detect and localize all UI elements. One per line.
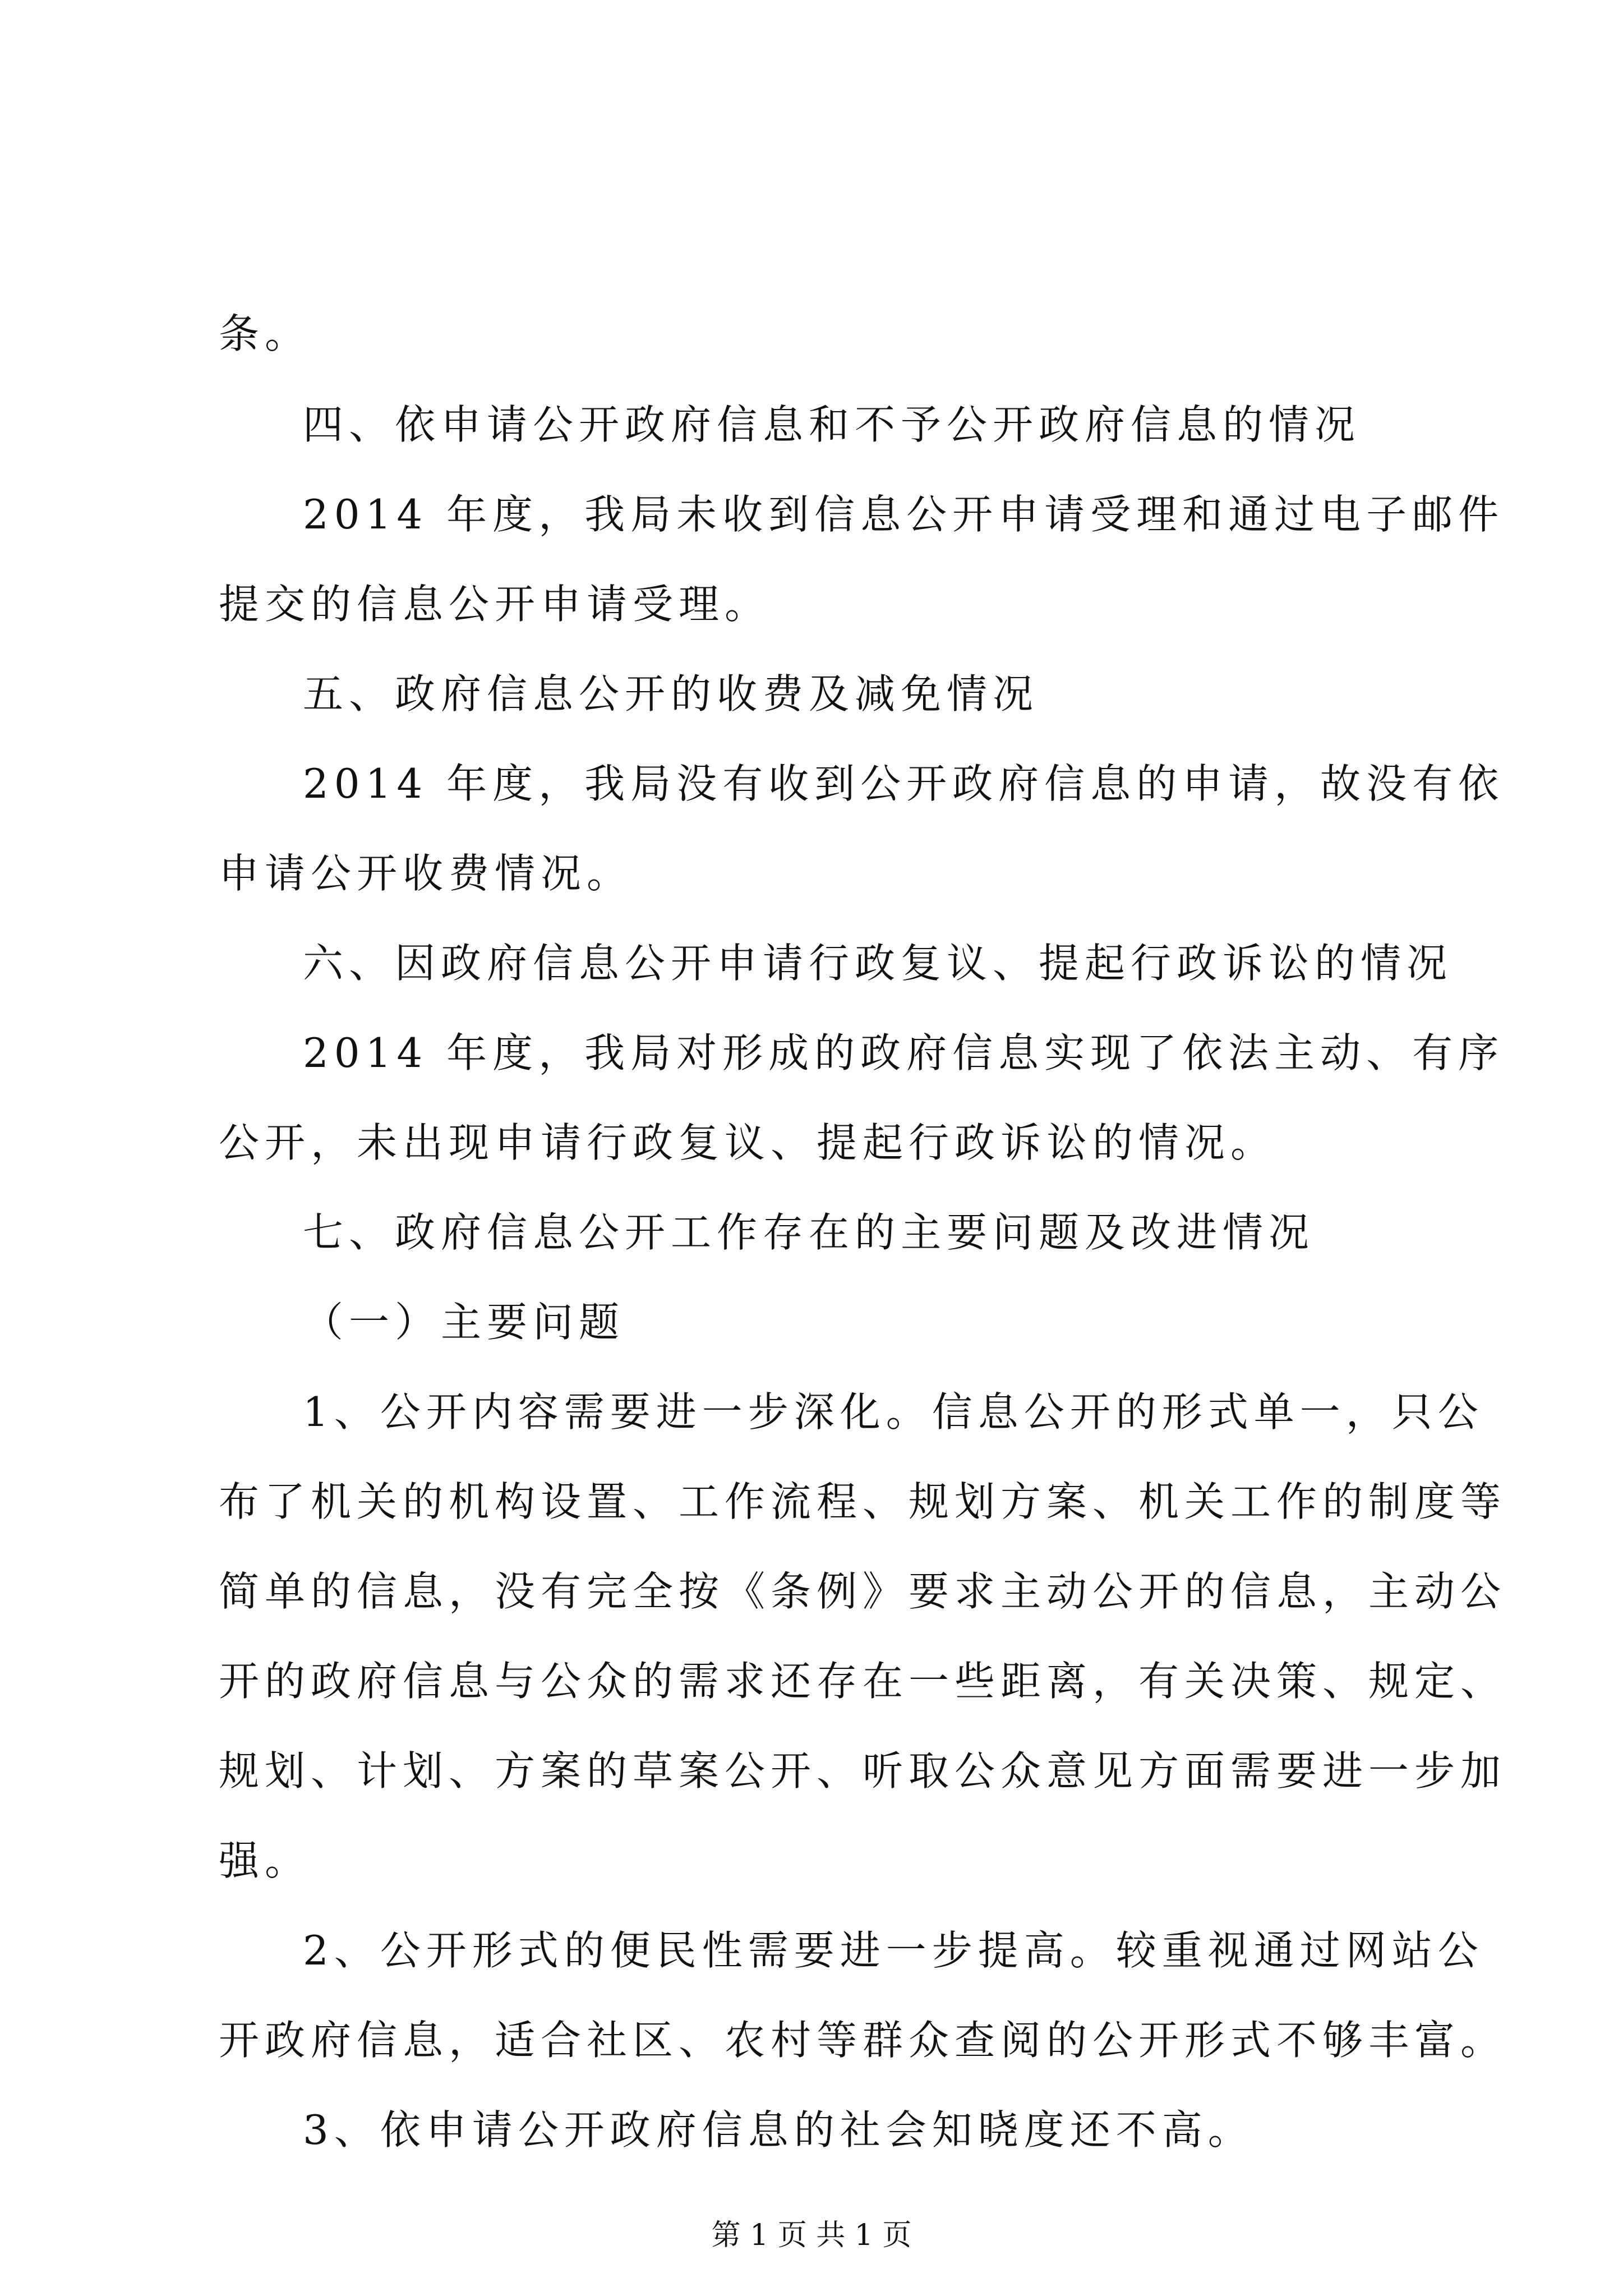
section-heading: 五、政府信息公开的收费及减免情况 (303, 670, 1039, 717)
page-footer: 第 1 页 共 1 页 (711, 2219, 912, 2252)
text-line: 提交的信息公开申请受理。 (219, 581, 771, 628)
text-line: 开政府信息，适合社区、农村等群众查阅的公开形式不够丰富。 (219, 2017, 1507, 2064)
text-line: 3、依申请公开政府信息的社会知晓度还不高。 (303, 2106, 1254, 2154)
text-line: 2、公开形式的便民性需要进一步提高。较重视通过网站公 (303, 1927, 1484, 1974)
text-line: 公开，未出现申请行政复议、提起行政诉讼的情况。 (219, 1119, 1277, 1166)
text-line: 规划、计划、方案的草案公开、听取公众意见方面需要进一步加 (219, 1747, 1507, 1795)
text-line: 条。 (219, 310, 311, 357)
text-line: 简单的信息，没有完全按《条例》要求主动公开的信息，主动公 (219, 1568, 1507, 1615)
text-line: 强。 (219, 1837, 311, 1884)
text-line: 布了机关的机构设置、工作流程、规划方案、机关工作的制度等 (219, 1478, 1507, 1525)
text-line: 开的政府信息与公众的需求还存在一些距离，有关决策、规定、 (219, 1658, 1507, 1705)
section-heading: 七、政府信息公开工作存在的主要问题及改进情况 (303, 1209, 1315, 1256)
text-line: 申请公开收费情况。 (219, 850, 633, 897)
section-heading: 六、因政府信息公开申请行政复议、提起行政诉讼的情况 (303, 940, 1453, 987)
text-line: 1、公开内容需要进一步深化。信息公开的形式单一，只公 (303, 1388, 1484, 1435)
text-line: 2014 年度，我局没有收到公开政府信息的申请，故没有依 (303, 760, 1505, 807)
text-line: 2014 年度，我局未收到信息公开申请受理和通过电子邮件 (303, 491, 1505, 538)
text-line: 2014 年度，我局对形成的政府信息实现了依法主动、有序 (303, 1029, 1505, 1076)
sub-heading: （一）主要问题 (303, 1299, 625, 1346)
section-heading: 四、依申请公开政府信息和不予公开政府信息的情况 (303, 401, 1361, 448)
